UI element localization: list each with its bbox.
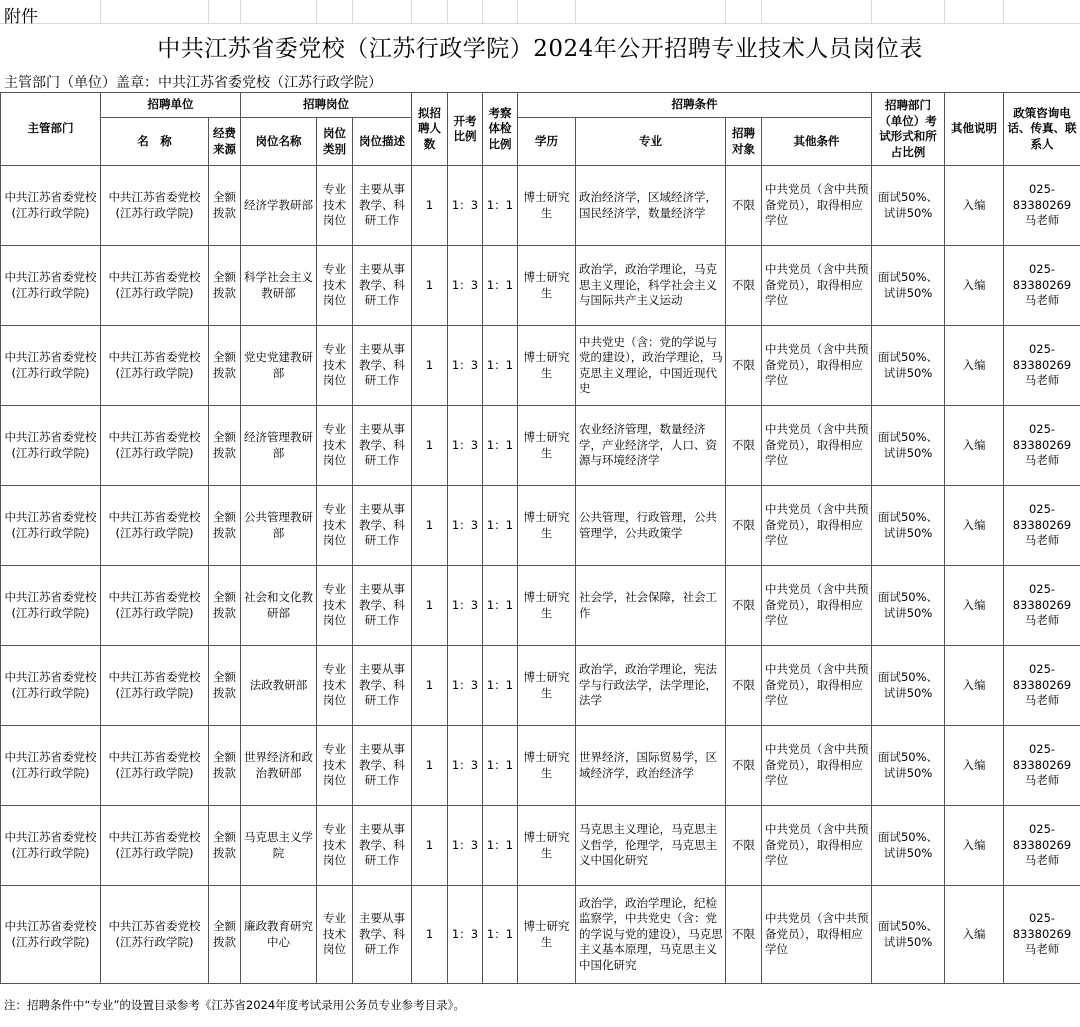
- recruitment-table: [0, 92, 1080, 984]
- table-row: [1, 886, 1080, 984]
- cell-contact: [1004, 246, 1080, 326]
- cell-post: 公共管理教研部: [241, 486, 317, 566]
- cell-exam: 面试50%、试讲50%: [872, 486, 945, 566]
- cell-other: 中共党员（含中共预备党员），取得相应学位: [762, 806, 872, 886]
- cell-target: 不限: [726, 486, 762, 566]
- cell-count: 1: [412, 566, 448, 646]
- cell-type: 专业技术岗位: [317, 646, 353, 726]
- cell-desc: 主要从事教学、科研工作: [353, 806, 412, 886]
- cell-unit: 中共江苏省委党校(江苏行政学院): [101, 246, 209, 326]
- footnote: 注：招聘条件中“专业”的设置目录参考《江苏省2024年度考试录用公务员专业参考目录》。: [4, 998, 465, 1012]
- contact-person: 马老师: [1024, 293, 1060, 308]
- cell-funding: 全额拨款: [209, 806, 241, 886]
- cell-unit: 中共江苏省委党校(江苏行政学院): [101, 406, 209, 486]
- cell-funding: 全额拨款: [209, 166, 241, 246]
- cell-type: 专业技术岗位: [317, 486, 353, 566]
- header-post-type: 岗位类别: [317, 118, 353, 166]
- cell-exam: 面试50%、试讲50%: [872, 406, 945, 486]
- cell-check: 1：1: [483, 726, 518, 806]
- cell-target: 不限: [726, 806, 762, 886]
- cell-post: 社会和文化教研部: [241, 566, 317, 646]
- cell-note: 入编: [945, 486, 1004, 566]
- cell-major: 社会学，社会保障，社会工作: [576, 566, 726, 646]
- contact-person: 马老师: [1024, 373, 1060, 388]
- cell-desc: 主要从事教学、科研工作: [353, 166, 412, 246]
- cell-edu: 博士研究生: [518, 726, 576, 806]
- cell-post: 经济管理教研部: [241, 406, 317, 486]
- cell-edu: 博士研究生: [518, 406, 576, 486]
- cell-unit: 中共江苏省委党校(江苏行政学院): [101, 486, 209, 566]
- cell-funding: 全额拨款: [209, 406, 241, 486]
- cell-desc: 主要从事教学、科研工作: [353, 726, 412, 806]
- contact-phone: 025-83380269: [1012, 822, 1072, 852]
- cell-dept: 中共江苏省委党校(江苏行政学院): [1, 566, 101, 646]
- table-row: [1, 166, 1080, 246]
- cell-post: 法政教研部: [241, 646, 317, 726]
- cell-contact: [1004, 166, 1080, 246]
- contact-person: 马老师: [1024, 453, 1060, 468]
- cell-count: 1: [412, 246, 448, 326]
- contact-phone: 025-83380269: [1012, 742, 1072, 772]
- attachment-label: 附件: [4, 7, 38, 27]
- cell-note: 入编: [945, 166, 1004, 246]
- header-contact: 政策咨询电话、传真、联系人: [1004, 93, 1080, 166]
- cell-contact: [1004, 726, 1080, 806]
- cell-target: 不限: [726, 646, 762, 726]
- cell-check: 1：1: [483, 486, 518, 566]
- header-target: 招聘对象: [726, 118, 762, 166]
- table-row: [1, 806, 1080, 886]
- cell-target: 不限: [726, 406, 762, 486]
- cell-note: 入编: [945, 406, 1004, 486]
- cell-other: 中共党员（含中共预备党员），取得相应学位: [762, 886, 872, 984]
- header-cond-group: 招聘条件: [518, 93, 872, 118]
- cell-type: 专业技术岗位: [317, 166, 353, 246]
- cell-count: 1: [412, 406, 448, 486]
- header-ratio: 开考比例: [448, 93, 483, 166]
- cell-unit: 中共江苏省委党校(江苏行政学院): [101, 726, 209, 806]
- cell-other: 中共党员（含中共预备党员），取得相应学位: [762, 486, 872, 566]
- table-row: [1, 246, 1080, 326]
- cell-funding: 全额拨款: [209, 726, 241, 806]
- cell-unit: 中共江苏省委党校(江苏行政学院): [101, 566, 209, 646]
- table-row: [1, 486, 1080, 566]
- cell-other: 中共党员（含中共预备党员），取得相应学位: [762, 406, 872, 486]
- cell-edu: 博士研究生: [518, 246, 576, 326]
- cell-type: 专业技术岗位: [317, 406, 353, 486]
- cell-dept: 中共江苏省委党校(江苏行政学院): [1, 246, 101, 326]
- supervisor-line: 主管部门（单位）盖章：中共江苏省委党校（江苏行政学院）: [4, 75, 382, 91]
- header-count: 拟招聘人数: [412, 93, 448, 166]
- cell-desc: 主要从事教学、科研工作: [353, 406, 412, 486]
- cell-count: 1: [412, 646, 448, 726]
- contact-person: 马老师: [1024, 533, 1060, 548]
- contact-phone: 025-83380269: [1012, 662, 1072, 692]
- cell-check: 1：1: [483, 326, 518, 406]
- cell-post: 世界经济和政治教研部: [241, 726, 317, 806]
- cell-count: 1: [412, 806, 448, 886]
- cell-major: 马克思主义理论，马克思主义哲学，伦理学，马克思主义中国化研究: [576, 806, 726, 886]
- cell-unit: 中共江苏省委党校(江苏行政学院): [101, 886, 209, 984]
- cell-major: 世界经济，国际贸易学，区域经济学，政治经济学: [576, 726, 726, 806]
- page-title: 中共江苏省委党校（江苏行政学院）2024年公开招聘专业技术人员岗位表: [157, 36, 923, 62]
- cell-post: 科学社会主义教研部: [241, 246, 317, 326]
- cell-other: 中共党员（含中共预备党员），取得相应学位: [762, 566, 872, 646]
- contact-person: 马老师: [1024, 773, 1060, 788]
- cell-post: 廉政教育研究中心: [241, 886, 317, 984]
- cell-dept: 中共江苏省委党校(江苏行政学院): [1, 326, 101, 406]
- cell-type: 专业技术岗位: [317, 326, 353, 406]
- cell-exam: 面试50%、试讲50%: [872, 726, 945, 806]
- cell-note: 入编: [945, 726, 1004, 806]
- header-exam: 招聘部门（单位）考试形式和所占比例: [872, 93, 945, 166]
- cell-major: 政治学，政治学理论，纪检监察学，中共党史（含：党的学说与党的建设），马克思主义基本原理，马克思主义中国化研究: [576, 886, 726, 984]
- contact-phone: 025-83380269: [1012, 582, 1072, 612]
- cell-count: 1: [412, 726, 448, 806]
- cell-major: 政治经济学，区域经济学，国民经济学，数量经济学: [576, 166, 726, 246]
- cell-other: 中共党员（含中共预备党员），取得相应学位: [762, 326, 872, 406]
- contact-person: 马老师: [1024, 853, 1060, 868]
- cell-exam: 面试50%、试讲50%: [872, 326, 945, 406]
- cell-edu: 博士研究生: [518, 646, 576, 726]
- cell-dept: 中共江苏省委党校(江苏行政学院): [1, 886, 101, 984]
- cell-funding: 全额拨款: [209, 486, 241, 566]
- header-dept: 主管部门: [1, 93, 101, 166]
- header-funding: 经费来源: [209, 118, 241, 166]
- cell-major: 政治学，政治学理论，马克思主义理论，科学社会主义与国际共产主义运动: [576, 246, 726, 326]
- cell-post: 马克思主义学院: [241, 806, 317, 886]
- contact-phone: 025-83380269: [1012, 182, 1072, 212]
- header-unit-group: 招聘单位: [101, 93, 241, 118]
- cell-note: 入编: [945, 646, 1004, 726]
- cell-exam: 面试50%、试讲50%: [872, 886, 945, 984]
- cell-target: 不限: [726, 166, 762, 246]
- cell-count: 1: [412, 886, 448, 984]
- cell-contact: [1004, 406, 1080, 486]
- cell-desc: 主要从事教学、科研工作: [353, 326, 412, 406]
- cell-type: 专业技术岗位: [317, 566, 353, 646]
- cell-count: 1: [412, 486, 448, 566]
- cell-check: 1：1: [483, 246, 518, 326]
- cell-ratio: 1：3: [448, 646, 483, 726]
- cell-dept: 中共江苏省委党校(江苏行政学院): [1, 646, 101, 726]
- cell-funding: 全额拨款: [209, 246, 241, 326]
- cell-edu: 博士研究生: [518, 166, 576, 246]
- cell-exam: 面试50%、试讲50%: [872, 246, 945, 326]
- cell-check: 1：1: [483, 886, 518, 984]
- cell-type: 专业技术岗位: [317, 806, 353, 886]
- cell-major: 中共党史（含：党的学说与党的建设），政治学理论，马克思主义理论，中国近现代史: [576, 326, 726, 406]
- cell-note: 入编: [945, 326, 1004, 406]
- cell-check: 1：1: [483, 646, 518, 726]
- header-check-ratio: 考察体检比例: [483, 93, 518, 166]
- header-unit-name: 名 称: [101, 118, 209, 166]
- cell-exam: 面试50%、试讲50%: [872, 566, 945, 646]
- cell-unit: 中共江苏省委党校(江苏行政学院): [101, 806, 209, 886]
- cell-other: 中共党员（含中共预备党员），取得相应学位: [762, 166, 872, 246]
- cell-count: 1: [412, 166, 448, 246]
- cell-check: 1：1: [483, 806, 518, 886]
- cell-ratio: 1：3: [448, 486, 483, 566]
- cell-note: 入编: [945, 246, 1004, 326]
- table-row: [1, 566, 1080, 646]
- contact-phone: 025-83380269: [1012, 262, 1072, 292]
- cell-funding: 全额拨款: [209, 326, 241, 406]
- cell-ratio: 1：3: [448, 166, 483, 246]
- cell-major: 农业经济管理，数量经济学，产业经济学，人口、资源与环境经济学: [576, 406, 726, 486]
- cell-exam: 面试50%、试讲50%: [872, 806, 945, 886]
- cell-post: 经济学教研部: [241, 166, 317, 246]
- cell-count: 1: [412, 326, 448, 406]
- cell-dept: 中共江苏省委党校(江苏行政学院): [1, 166, 101, 246]
- cell-type: 专业技术岗位: [317, 886, 353, 984]
- table-row: [1, 406, 1080, 486]
- cell-funding: 全额拨款: [209, 566, 241, 646]
- cell-check: 1：1: [483, 566, 518, 646]
- cell-dept: 中共江苏省委党校(江苏行政学院): [1, 806, 101, 886]
- cell-edu: 博士研究生: [518, 806, 576, 886]
- cell-target: 不限: [726, 726, 762, 806]
- cell-check: 1：1: [483, 406, 518, 486]
- cell-edu: 博士研究生: [518, 566, 576, 646]
- cell-target: 不限: [726, 886, 762, 984]
- cell-note: 入编: [945, 886, 1004, 984]
- cell-major: 公共管理，行政管理，公共管理学，公共政策学: [576, 486, 726, 566]
- cell-dept: 中共江苏省委党校(江苏行政学院): [1, 726, 101, 806]
- cell-target: 不限: [726, 246, 762, 326]
- cell-type: 专业技术岗位: [317, 246, 353, 326]
- cell-desc: 主要从事教学、科研工作: [353, 246, 412, 326]
- cell-dept: 中共江苏省委党校(江苏行政学院): [1, 486, 101, 566]
- header-other-note: 其他说明: [945, 93, 1004, 166]
- contact-phone: 025-83380269: [1012, 422, 1072, 452]
- cell-unit: 中共江苏省委党校(江苏行政学院): [101, 166, 209, 246]
- spreadsheet-gridlines: [0, 0, 1080, 24]
- cell-funding: 全额拨款: [209, 646, 241, 726]
- header-edu: 学历: [518, 118, 576, 166]
- cell-desc: 主要从事教学、科研工作: [353, 566, 412, 646]
- table-row: [1, 726, 1080, 806]
- cell-note: 入编: [945, 806, 1004, 886]
- table-row: [1, 646, 1080, 726]
- cell-ratio: 1：3: [448, 886, 483, 984]
- cell-edu: 博士研究生: [518, 326, 576, 406]
- contact-phone: 025-83380269: [1012, 342, 1072, 372]
- header-major: 专业: [576, 118, 726, 166]
- cell-funding: 全额拨款: [209, 886, 241, 984]
- cell-unit: 中共江苏省委党校(江苏行政学院): [101, 646, 209, 726]
- cell-contact: [1004, 886, 1080, 984]
- cell-edu: 博士研究生: [518, 886, 576, 984]
- cell-target: 不限: [726, 566, 762, 646]
- contact-person: 马老师: [1024, 213, 1060, 228]
- header-post-desc: 岗位描述: [353, 118, 412, 166]
- cell-other: 中共党员（含中共预备党员），取得相应学位: [762, 646, 872, 726]
- cell-desc: 主要从事教学、科研工作: [353, 886, 412, 984]
- cell-ratio: 1：3: [448, 406, 483, 486]
- cell-ratio: 1：3: [448, 246, 483, 326]
- cell-desc: 主要从事教学、科研工作: [353, 646, 412, 726]
- header-other-cond: 其他条件: [762, 118, 872, 166]
- cell-ratio: 1：3: [448, 726, 483, 806]
- cell-type: 专业技术岗位: [317, 726, 353, 806]
- cell-unit: 中共江苏省委党校(江苏行政学院): [101, 326, 209, 406]
- cell-contact: [1004, 646, 1080, 726]
- cell-note: 入编: [945, 566, 1004, 646]
- cell-other: 中共党员（含中共预备党员），取得相应学位: [762, 726, 872, 806]
- contact-phone: 025-83380269: [1012, 502, 1072, 532]
- cell-contact: [1004, 486, 1080, 566]
- cell-dept: 中共江苏省委党校(江苏行政学院): [1, 406, 101, 486]
- cell-target: 不限: [726, 326, 762, 406]
- header-post-group: 招聘岗位: [241, 93, 412, 118]
- table-row: [1, 326, 1080, 406]
- contact-person: 马老师: [1024, 942, 1060, 957]
- cell-edu: 博士研究生: [518, 486, 576, 566]
- cell-exam: 面试50%、试讲50%: [872, 646, 945, 726]
- cell-contact: [1004, 326, 1080, 406]
- cell-ratio: 1：3: [448, 566, 483, 646]
- cell-ratio: 1：3: [448, 806, 483, 886]
- contact-person: 马老师: [1024, 613, 1060, 628]
- cell-other: 中共党员（含中共预备党员），取得相应学位: [762, 246, 872, 326]
- cell-ratio: 1：3: [448, 326, 483, 406]
- header-post-name: 岗位名称: [241, 118, 317, 166]
- cell-major: 政治学，政治学理论，宪法学与行政法学，法学理论，法学: [576, 646, 726, 726]
- cell-contact: [1004, 566, 1080, 646]
- cell-desc: 主要从事教学、科研工作: [353, 486, 412, 566]
- contact-phone: 025-83380269: [1012, 911, 1072, 941]
- cell-exam: 面试50%、试讲50%: [872, 166, 945, 246]
- cell-post: 党史党建教研部: [241, 326, 317, 406]
- contact-person: 马老师: [1024, 693, 1060, 708]
- cell-contact: [1004, 806, 1080, 886]
- cell-check: 1：1: [483, 166, 518, 246]
